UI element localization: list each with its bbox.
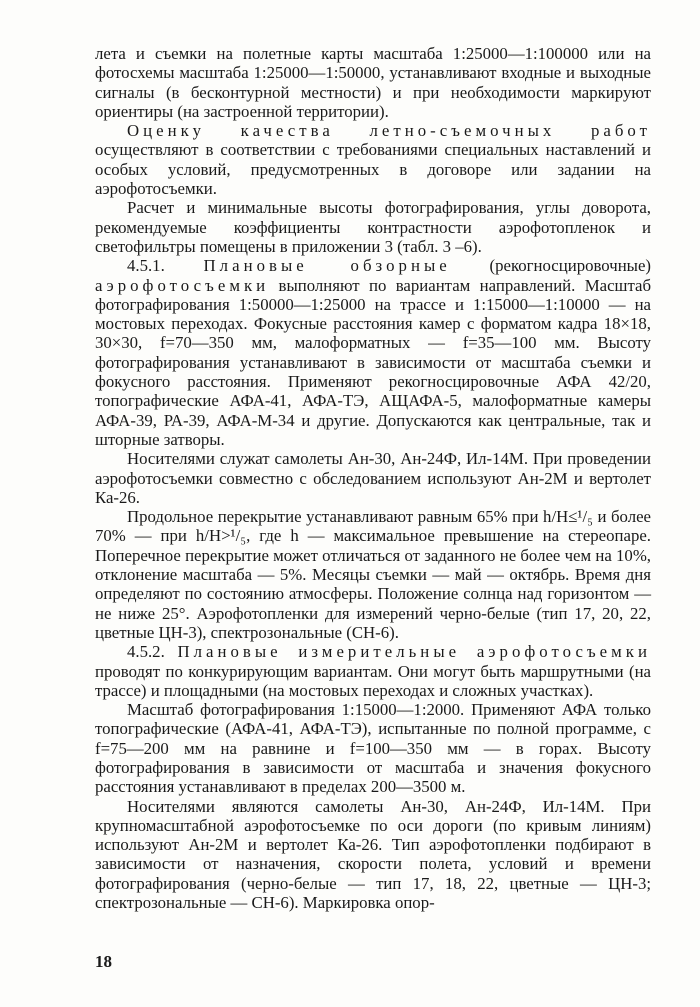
text-segment: Продольное перекрытие устанавливают равным 65% при h/H≤¹/₅ и более 70% — при h/H>¹/₅, где h — максимальное превышение на стереопаре. Поперечное перекрытие может отличаться от заданного не более чем на 10%, отклонение масштаба — 5%. Месяцы съемки — май — октябрь. Время дня определяют по состоянию атмосферы. Положение солнца над горизонтом — не ниже 25°. Аэрофотопленки для измерений черно-белые (тип 17, 20, 22, цветные ЦН-3), спектрозональные (СН-6). [95,507,651,642]
text-segment: лета и съемки на полетные карты масштаба 1:25000—1:100000 или на фотосхемы масштаба 1:25000—1:50000, устанавливают входные и выходные сигналы (в бесконтурной местности) и при необходимости маркируют ориентиры (на застроенной территории). [95,44,651,121]
text-segment: проводят по конкурирующим вариантам. Они могут быть маршрутными (на трассе) и площадными (на мостовых переходах и сложных участках). [95,661,651,700]
paragraph [95,121,651,198]
text-segment: осуществляют в соответствии с требованиями специальных наставлений и особых условий, предусмотренных в договоре или задании на аэрофотосъемки. [95,140,651,199]
paragraph [95,198,651,256]
paragraph [95,797,651,913]
text-segment: 4.5.1. [127,256,204,276]
spaced-emphasis-text: аэрофотосъемки [95,275,270,295]
body-text [95,44,651,912]
spaced-emphasis-text: Оценку качества летно-съемочных работ [127,121,651,141]
paragraph [95,256,651,449]
text-segment: Расчет и минимальные высоты фотографирования, углы доворота, рекомендуемые коэффициенты контрастности аэрофотопленок и светофильтры помещены в приложении 3 (табл. 3 –6). [95,198,651,256]
spaced-emphasis-text: Плановые измерительные аэрофотосъемки [177,642,651,662]
paragraph [95,44,651,121]
paragraph [95,642,651,700]
text-segment: Носителями служат самолеты Ан-30, Ан-24Ф, Ил-14М. При проведении аэрофотосъемки совместно с обследованием используют Ан-2М и вертолет Ка-26. [95,449,651,507]
text-segment: (рекогносцировочные) [450,256,651,276]
paragraph [95,700,651,796]
text-segment: выполняют по вариантам направлений. Масштаб фотографирования 1:50000—1:25000 на трассе и 1:15000—1:10000 — на мостовых переходах. Фокусные расстояния камер с форматом кадра 18×18, 30×30, f=70—350 мм, малоформатных — f=35—100 мм. Высоту фотографирования устанавливают в зависимости от масштаба съемки и фокусного расстояния. Применяют рекогносцировочные АФА 42/20, топографические АФА-41, АФА-ТЭ, АЩАФА-5, малоформатные камеры АФА-39, РА-39, АФА-М-34 и другие. Допускаются как центральные, так и шторные затворы. [95,275,651,449]
paragraph [95,449,651,507]
paragraph [95,507,651,642]
text-segment: Масштаб фотографирования 1:15000—1:2000. Применяют АФА только топографические (АФА-41, АФА-ТЭ), испытанные по полной программе, с f=75—200 мм на равнине и f=100—350 мм — в горах. Высоту фотографирования в зависимости от масштаба и значения фокусного расстояния устанавливают в пределах 200—3500 м. [95,700,651,797]
text-segment: 4.5.2. [127,642,178,662]
spaced-emphasis-text: Плановые обзорные [203,256,451,276]
page-number: 18 [95,952,112,971]
text-segment: Носителями являются самолеты Ан-30, Ан-24Ф, Ил-14М. При крупномасштабной аэрофотосъемке по оси дороги (по кривым линиям) используют Ан-2М и вертолет Ка-26. Тип аэрофотопленки подбирают в зависимости от назначения, скорости полета, условий и времени фотографирования (черно-белые — тип 17, 18, 22, цветные — ЦН-3; спектрозональные — СН-6). Маркировка опор- [95,796,651,913]
